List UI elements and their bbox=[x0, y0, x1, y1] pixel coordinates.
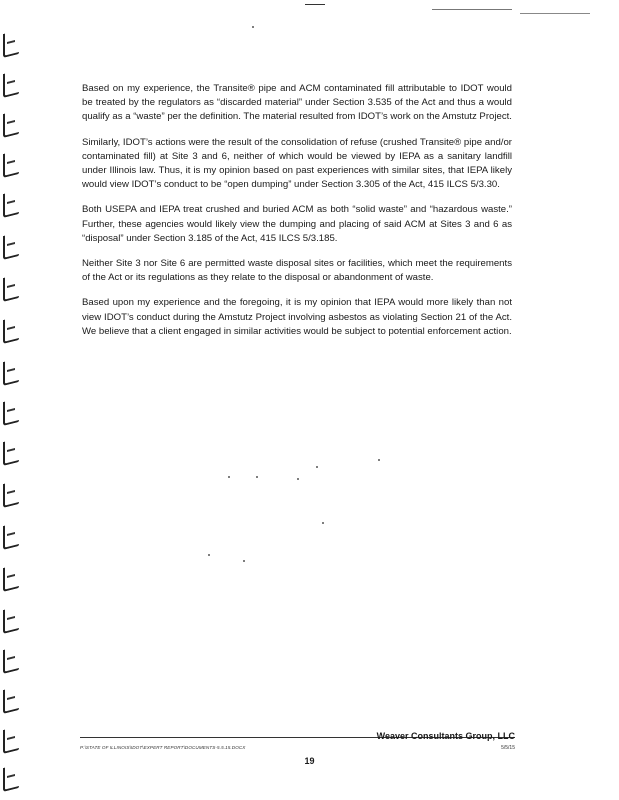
scan-speck bbox=[297, 478, 299, 480]
paragraph: Based on my experience, the Transite® pipe and ACM contaminated fill attributable to IDOT would be treated by the regulators as “discarded material” under Section 3.535 of the Act and thus a would qualify as a “waste” per the definition. The material resulted from IDOT’s work on the Amstutz Project. bbox=[82, 83, 512, 123]
scan-mark bbox=[520, 13, 590, 14]
binder-tab-mark bbox=[3, 646, 19, 674]
scan-speck bbox=[208, 554, 210, 556]
scan-mark bbox=[432, 9, 512, 10]
scan-speck bbox=[243, 560, 245, 562]
footer-date: 5/5/15 bbox=[501, 745, 515, 751]
binder-tab-mark bbox=[3, 190, 19, 218]
binder-tab-mark bbox=[3, 110, 19, 138]
binder-tab-mark bbox=[3, 726, 19, 754]
scan-speck bbox=[252, 26, 254, 28]
binder-tab-mark bbox=[3, 606, 19, 634]
scan-speck bbox=[228, 476, 230, 478]
paragraph: Similarly, IDOT’s actions were the result of the consolidation of refuse (crushed Transite® pipe and/or contaminated fill) at Site 3 and 6, neither of which would be viewed by IEPA as a sanitary landfill under Illinois law. Thus, it is my opinion based on past experiences with similar sites, that IEPA likely would view IDOT’s conduct to be “open dumping” under Section 3.305 of the Act, 415 ILCS 5/3.30. bbox=[82, 136, 512, 191]
report-body bbox=[82, 82, 512, 350]
binder-tab-mark bbox=[3, 522, 19, 550]
scan-speck bbox=[256, 476, 258, 478]
binder-tab-mark bbox=[3, 686, 19, 714]
binder-tab-mark bbox=[3, 358, 19, 386]
binder-tab-strip bbox=[0, 0, 22, 800]
binder-tab-mark bbox=[3, 764, 19, 792]
binder-tab-mark bbox=[3, 398, 19, 426]
paragraph: Based upon my experience and the foregoing, it is my opinion that IEPA would more likely than not view IDOT’s conduct during the Amstutz Project involving asbestos as violating Section 21 of the Act. We believe that a client engaged in similar activities would be subject to potential enforcement action. bbox=[82, 297, 512, 337]
footer-file-path: P:\STATE OF ILLINOIS\IDOT\EXPERT REPORT\DOCUMENTS-5.5.15.DOCX bbox=[80, 745, 246, 750]
binder-tab-mark bbox=[3, 564, 19, 592]
scan-speck bbox=[316, 466, 318, 468]
scan-mark bbox=[305, 4, 325, 5]
binder-tab-mark bbox=[3, 316, 19, 344]
binder-tab-mark bbox=[3, 150, 19, 178]
page-number: 19 bbox=[304, 756, 315, 766]
scan-speck bbox=[322, 522, 324, 524]
footer-company: Weaver Consultants Group, LLC bbox=[376, 731, 515, 741]
paragraph: Neither Site 3 nor Site 6 are permitted waste disposal sites or facilities, which meet the requirements of the Act or its regulations as they relate to the disposal or abandonment of waste. bbox=[82, 258, 512, 284]
binder-tab-mark bbox=[3, 274, 19, 302]
binder-tab-mark bbox=[3, 438, 19, 466]
binder-tab-mark bbox=[3, 70, 19, 98]
scan-speck bbox=[378, 459, 380, 461]
binder-tab-mark bbox=[3, 232, 19, 260]
paragraph: Both USEPA and IEPA treat crushed and buried ACM as both “solid waste” and “hazardous waste.” Further, these agencies would likely view the dumping and placing of said ACM at Sites 3 and 6 as “disposal” under Section 3.185 of the Act, 415 ILCS 5/3.185. bbox=[82, 204, 512, 244]
binder-tab-mark bbox=[3, 30, 19, 58]
binder-tab-mark bbox=[3, 480, 19, 508]
